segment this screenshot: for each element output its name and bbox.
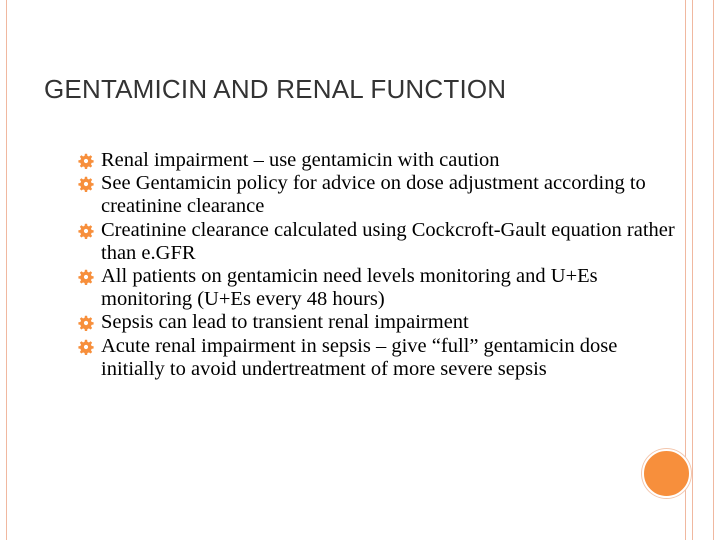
gear-icon [78, 269, 94, 285]
bullet-item [78, 265, 678, 311]
bullet-item [78, 149, 678, 172]
gear-icon [78, 176, 94, 192]
gear-icon [78, 339, 94, 355]
bullet-text: Acute renal impairment in sepsis – give “full” gentamicin dose initially to avoid undertreatment of more severe sepsis [101, 334, 618, 380]
slide-frame-left-border [6, 0, 7, 540]
gear-icon [78, 223, 94, 239]
slide-title: GENTAMICIN AND RENAL FUNCTION [44, 74, 507, 104]
bullet-text: See Gentamicin policy for advice on dose adjustment according to creatinine clearance [101, 172, 646, 218]
slide-frame-right-border [692, 0, 693, 540]
slide-frame-right-border [713, 0, 714, 540]
bullet-text: Sepsis can lead to transient renal impairment [101, 311, 469, 334]
bullet-text: Creatinine clearance calculated using Cockcroft-Gault equation rather than e.GFR [101, 218, 675, 264]
decorative-accent-circle [642, 449, 691, 498]
gear-icon [78, 153, 94, 169]
bullet-list [78, 149, 678, 381]
bullet-item [78, 172, 678, 218]
bullet-text: All patients on gentamicin need levels monitoring and U+Es monitoring (U+Es every 48 hours) [101, 265, 598, 311]
bullet-item [78, 335, 678, 381]
bullet-text: Renal impairment – use gentamicin with caution [101, 149, 500, 171]
bullet-item [78, 219, 678, 265]
gear-icon [78, 315, 94, 331]
bullet-item [78, 311, 678, 334]
